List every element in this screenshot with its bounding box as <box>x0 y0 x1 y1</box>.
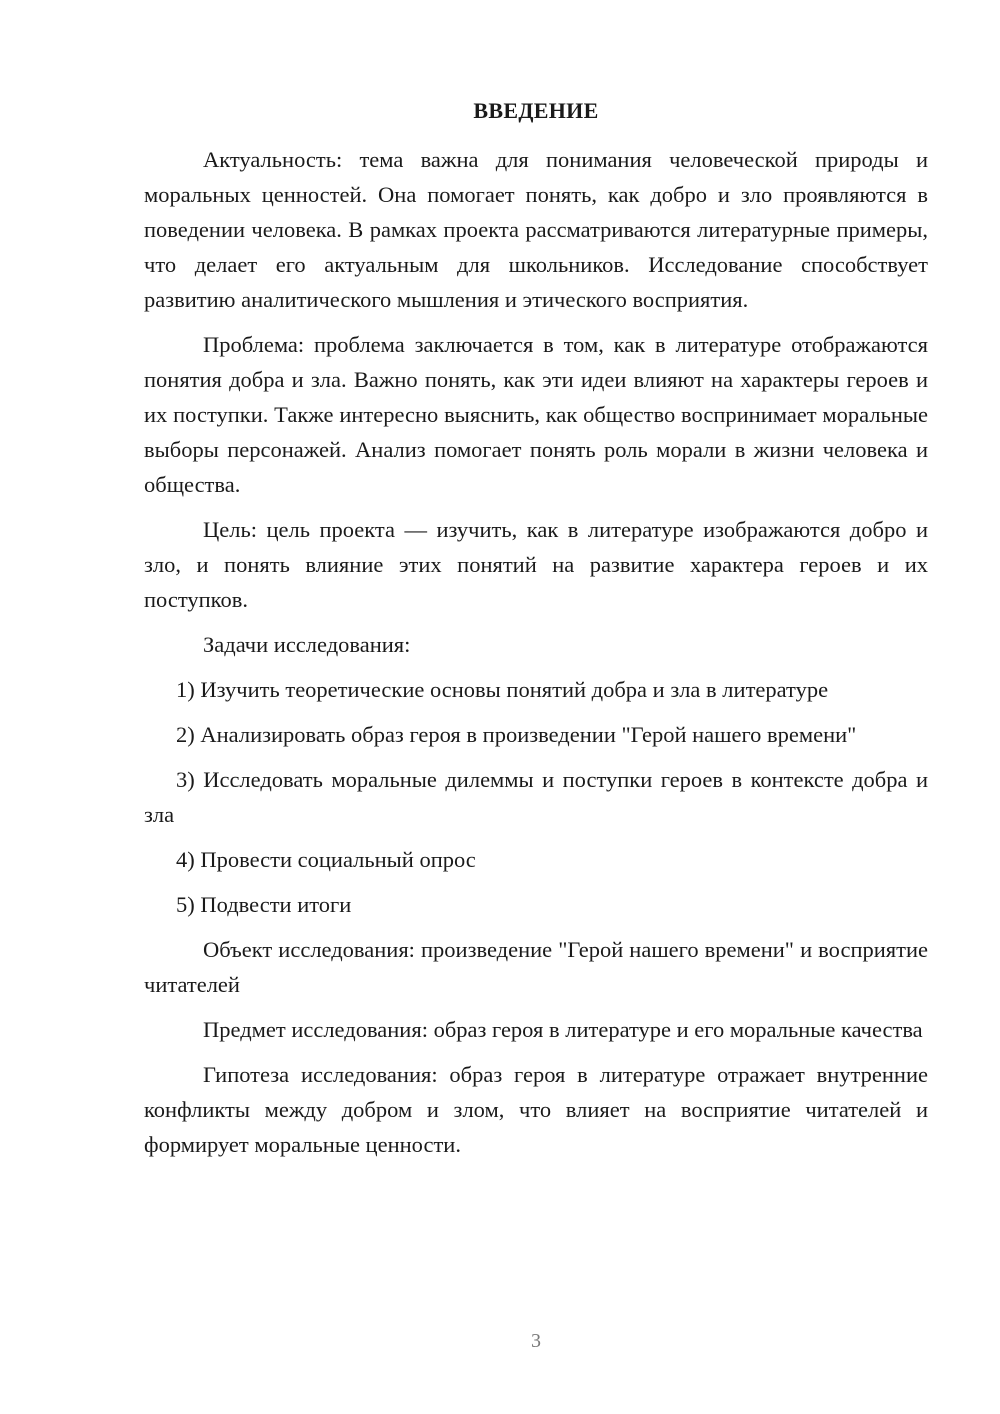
list-item-task-4: 4) Провести социальный опрос <box>176 847 476 872</box>
list-item-task-5: 5) Подвести итоги <box>176 892 352 917</box>
document-body <box>144 142 928 1172</box>
list-item-task-3: 3) Исследовать моральные дилеммы и поступки героев в контексте добра и зла <box>144 767 928 827</box>
list-item-task-1: 1) Изучить теоретические основы понятий добра и зла в литературе <box>176 677 829 702</box>
paragraph-object: Объект исследования: произведение "Герой нашего времени" и восприятие читателей <box>144 937 928 997</box>
page-number: 3 <box>531 1330 541 1352</box>
list-item-task-2: 2) Анализировать образ героя в произведении "Герой нашего времени" <box>176 722 857 747</box>
section-heading: ВВЕДЕНИЕ <box>473 98 599 123</box>
paragraph-problem: Проблема: проблема заключается в том, как в литературе отображаются понятия добра и зла. Важно понять, как эти идеи влияют на характеры героев и их поступки. Также интересно выяснить, как общество воспринимает моральные выборы персонажей. Анализ помогает понять роль морали в жизни человека и общества. <box>144 332 928 497</box>
paragraph-subject: Предмет исследования: образ героя в литературе и его моральные качества <box>203 1017 923 1042</box>
paragraph-relevance: Актуальность: тема важна для понимания человеческой природы и моральных ценностей. Она помогает понять, как добро и зло проявляются в поведении человека. В рамках проекта рассматриваются литературные примеры, что делает его актуальным для школьников. Исследование способствует развитию аналитического мышления и этического восприятия. <box>144 147 928 312</box>
tasks-title: Задачи исследования: <box>203 632 411 657</box>
paragraph-hypothesis: Гипотеза исследования: образ героя в литературе отражает внутренние конфликты между добром и злом, что влияет на восприятие читателей и формирует моральные ценности. <box>144 1062 928 1157</box>
paragraph-goal: Цель: цель проекта — изучить, как в литературе изображаются добро и зло, и понять влияние этих понятий на развитие характера героев и их поступков. <box>144 517 928 612</box>
